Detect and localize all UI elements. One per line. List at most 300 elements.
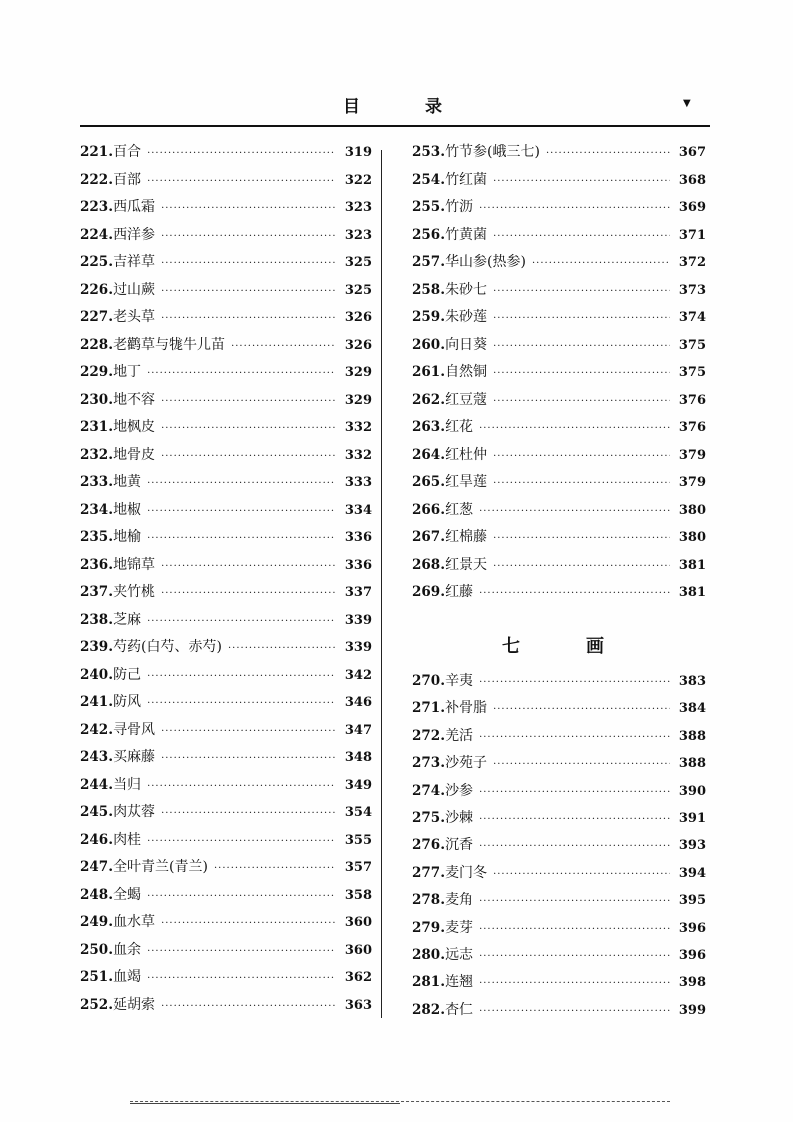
entry-number: 256 (412, 226, 441, 243)
dot-leader (147, 973, 336, 984)
dot-leader (161, 561, 336, 572)
toc-entry (412, 581, 706, 609)
entry-number: 262 (412, 391, 441, 408)
entry-page-number: 329 (344, 392, 372, 408)
entry-number-dot: . (440, 727, 446, 744)
entry-number: 229 (80, 364, 109, 380)
entry-page-number: 376 (678, 420, 706, 435)
entry-page-number: 363 (344, 997, 372, 1013)
entry-number: 271 (412, 700, 441, 717)
entry-number-dot: . (108, 886, 114, 903)
entry-number-dot: . (440, 837, 446, 854)
entry-number-dot: . (108, 446, 114, 463)
toc-entry (412, 862, 706, 889)
entry-number: 249 (80, 914, 109, 930)
entry-title: 百部 (113, 171, 142, 188)
entry-title: 百合 (113, 144, 142, 160)
toc-entry (80, 196, 372, 224)
toc-entry (412, 780, 706, 807)
entry-number: 248 (80, 886, 109, 903)
entry-title: 地骨皮 (113, 446, 156, 463)
entry-title: 血余 (113, 941, 142, 958)
entry-title: 红旱莲 (445, 474, 488, 490)
page-header (80, 92, 710, 122)
entry-page-number: 336 (344, 557, 372, 573)
entry-number-dot: . (108, 364, 114, 380)
entry-title: 地不容 (113, 391, 156, 408)
toc-entry (412, 444, 706, 472)
entry-number-dot: . (440, 446, 446, 463)
entry-number-dot: . (440, 474, 446, 490)
entry-title: 老头草 (113, 309, 156, 325)
dot-leader (147, 368, 336, 379)
entry-number: 222 (80, 171, 109, 188)
entry-page-number: 357 (344, 860, 372, 875)
entry-page-number: 374 (678, 310, 706, 325)
dot-leader (493, 368, 670, 379)
entry-title: 肉桂 (113, 831, 142, 848)
entry-number: 241 (80, 694, 109, 710)
entry-number: 277 (412, 864, 441, 881)
dot-leader (147, 533, 336, 544)
entry-page-number: 332 (344, 420, 372, 435)
dot-leader (493, 286, 670, 297)
entry-number: 257 (412, 254, 441, 270)
toc-entry (412, 670, 706, 697)
toc-entry (80, 636, 372, 664)
entry-number-dot: . (108, 419, 114, 435)
entry-number-dot: . (108, 281, 114, 298)
entry-page-number: 391 (678, 810, 706, 826)
section-heading-left: 七 (502, 636, 520, 657)
toc-entry (412, 834, 706, 861)
toc-entry (412, 917, 706, 944)
entry-number: 272 (412, 727, 441, 744)
entry-page-number: 323 (344, 200, 372, 215)
dot-leader (161, 203, 336, 214)
entry-number-dot: . (108, 391, 114, 408)
dot-leader (479, 732, 670, 743)
entry-page-number: 379 (678, 447, 706, 463)
entry-number: 240 (80, 666, 109, 683)
entry-number-dot: . (108, 474, 114, 490)
toc-right-column (412, 141, 706, 609)
entry-page-number: 388 (678, 756, 706, 772)
entry-title: 过山蕨 (113, 281, 156, 298)
dot-leader (532, 258, 670, 269)
entry-page-number: 375 (678, 337, 706, 353)
entry-page-number: 319 (344, 145, 372, 160)
toc-entry (412, 196, 706, 224)
entry-page-number: 393 (678, 838, 706, 854)
dot-leader (479, 896, 670, 907)
dot-leader (479, 978, 670, 989)
entry-page-number: 381 (678, 585, 706, 600)
entry-number: 275 (412, 809, 441, 826)
footer-rule (130, 1101, 670, 1102)
entry-page-number: 333 (344, 475, 372, 490)
entry-title: 沙棘 (445, 809, 474, 826)
dot-leader (147, 176, 336, 187)
dot-leader (479, 951, 670, 962)
toc-entry (80, 581, 372, 609)
entry-title: 西洋参 (113, 226, 156, 243)
toc-entry (412, 416, 706, 444)
entry-title: 地黄 (113, 474, 142, 490)
dot-leader (493, 396, 670, 407)
toc-entry (412, 169, 706, 197)
dot-leader (479, 203, 670, 214)
toc-entry (412, 499, 706, 527)
toc-entry (412, 306, 706, 334)
header-rule (80, 125, 710, 127)
entry-number-dot: . (108, 501, 114, 518)
entry-page-number: 390 (678, 783, 706, 799)
entry-title: 芍药(白芍、赤芍) (113, 639, 222, 655)
section-heading-right: 画 (586, 636, 604, 657)
toc-entry (412, 526, 706, 554)
entry-page-number: 396 (678, 947, 706, 963)
entry-title: 竹节参(峨三七) (445, 144, 540, 160)
entry-number-dot: . (440, 974, 446, 991)
dot-leader (479, 814, 670, 825)
dot-leader (161, 753, 336, 764)
entry-number: 254 (412, 171, 441, 188)
entry-number-dot: . (440, 782, 446, 799)
entry-page-number: 334 (344, 502, 372, 518)
entry-title: 寻骨风 (113, 721, 156, 738)
entry-number: 246 (80, 831, 109, 848)
entry-page-number: 371 (678, 227, 706, 243)
entry-number-dot: . (108, 226, 114, 243)
entry-number: 267 (412, 529, 441, 545)
entry-page-number: 339 (344, 640, 372, 655)
toc-entry (80, 526, 372, 554)
entry-title: 朱砂莲 (445, 309, 488, 325)
dot-leader (161, 918, 336, 929)
entry-number-dot: . (108, 611, 114, 628)
toc-entry (412, 279, 706, 307)
entry-title: 向日葵 (445, 336, 488, 353)
entry-page-number: 369 (678, 200, 706, 215)
entry-number-dot: . (108, 584, 114, 600)
entry-title: 竹黄菌 (445, 226, 488, 243)
toc-entry (80, 884, 372, 912)
dot-leader (214, 863, 336, 874)
entry-number-dot: . (440, 529, 446, 545)
entry-number-dot: . (440, 336, 446, 353)
entry-number-dot: . (440, 864, 446, 881)
entry-title: 杏仁 (445, 1001, 474, 1018)
entry-number-dot: . (440, 501, 446, 518)
entry-number-dot: . (440, 946, 446, 963)
entry-title: 沉香 (445, 837, 474, 854)
entry-number: 270 (412, 673, 441, 689)
entry-page-number: 346 (344, 695, 372, 710)
dot-leader (493, 533, 670, 544)
dot-leader (493, 478, 670, 489)
dot-leader (493, 704, 670, 715)
entry-title: 沙苑子 (445, 755, 488, 772)
entry-number: 233 (80, 474, 109, 490)
toc-entry (412, 697, 706, 724)
dot-leader (161, 451, 336, 462)
dot-leader (493, 341, 670, 352)
entry-page-number: 326 (344, 310, 372, 325)
dot-leader (161, 231, 336, 242)
toc-entry (80, 664, 372, 692)
entry-number: 259 (412, 309, 441, 325)
entry-title: 红葱 (445, 501, 474, 518)
entry-number: 226 (80, 281, 109, 298)
entry-number-dot: . (440, 254, 446, 270)
entry-page-number: 368 (678, 172, 706, 188)
entry-number: 243 (80, 749, 109, 765)
toc-entry (80, 389, 372, 417)
entry-number-dot: . (108, 336, 114, 353)
entry-page-number: 336 (344, 530, 372, 545)
entry-page-number: 396 (678, 920, 706, 936)
toc-entry (80, 169, 372, 197)
toc-entry (80, 224, 372, 252)
entry-number-dot: . (440, 809, 446, 826)
entry-number: 266 (412, 501, 441, 518)
entry-number: 274 (412, 782, 441, 799)
entry-number-dot: . (440, 281, 446, 298)
entry-number-dot: . (440, 755, 446, 772)
entry-number: 228 (80, 336, 109, 353)
entry-number-dot: . (108, 199, 114, 215)
toc-entry (412, 251, 706, 279)
entry-number: 227 (80, 309, 109, 325)
toc-entry (80, 499, 372, 527)
entry-page-number: 399 (678, 1002, 706, 1018)
toc-entry (80, 609, 372, 637)
entry-title: 补骨脂 (445, 700, 488, 717)
entry-title: 红花 (445, 419, 474, 435)
dot-leader (147, 781, 336, 792)
entry-page-number: 395 (678, 893, 706, 909)
entry-title: 血水草 (113, 914, 156, 930)
dot-leader (161, 1001, 336, 1012)
entry-number-dot: . (108, 666, 114, 683)
entry-page-number: 358 (344, 887, 372, 903)
toc-entry (80, 554, 372, 582)
entry-title: 辛夷 (445, 673, 474, 689)
entry-number-dot: . (108, 694, 114, 710)
entry-title: 地丁 (113, 364, 142, 380)
entry-number: 223 (80, 199, 109, 215)
dot-leader (161, 258, 336, 269)
entry-number: 258 (412, 281, 441, 298)
entry-number-dot: . (108, 941, 114, 958)
entry-number-dot: . (108, 804, 114, 820)
entry-title: 红豆蔻 (445, 391, 488, 408)
toc-entry (80, 691, 372, 719)
dot-leader (147, 836, 336, 847)
entry-page-number: 349 (344, 777, 372, 793)
dot-leader (479, 506, 670, 517)
toc-entry (412, 389, 706, 417)
toc-entry (80, 251, 372, 279)
entry-title: 红藤 (445, 584, 474, 600)
toc-left-column (80, 141, 372, 1021)
entry-page-number: 372 (678, 255, 706, 270)
entry-number: 255 (412, 199, 441, 215)
entry-title: 防己 (113, 666, 142, 683)
entry-page-number: 360 (344, 942, 372, 958)
entry-page-number: 332 (344, 447, 372, 463)
dot-leader (161, 808, 336, 819)
entry-number: 244 (80, 776, 109, 793)
dot-leader (493, 313, 670, 324)
entry-title: 地榆 (113, 529, 142, 545)
entry-title: 红杜仲 (445, 446, 488, 463)
entry-number: 253 (412, 144, 441, 160)
entry-number-dot: . (440, 144, 446, 160)
entry-page-number: 388 (678, 728, 706, 744)
toc-entry (80, 801, 372, 829)
entry-page-number: 383 (678, 674, 706, 689)
entry-number: 232 (80, 446, 109, 463)
dot-leader (479, 588, 670, 599)
entry-number-dot: . (108, 309, 114, 325)
entry-number-dot: . (440, 919, 446, 936)
entry-number-dot: . (440, 391, 446, 408)
entry-page-number: 376 (678, 392, 706, 408)
entry-title: 地椒 (113, 501, 142, 518)
entry-number: 225 (80, 254, 109, 270)
entry-title: 吉祥草 (113, 254, 156, 270)
entry-number: 235 (80, 529, 109, 545)
entry-page-number: 398 (678, 975, 706, 991)
entry-title: 自然铜 (445, 364, 488, 380)
dot-leader (147, 506, 336, 517)
toc-entry (80, 939, 372, 967)
toc-entry (412, 807, 706, 834)
entry-title: 红景天 (445, 556, 488, 573)
entry-page-number: 323 (344, 227, 372, 243)
toc-entry (80, 279, 372, 307)
entry-number-dot: . (108, 556, 114, 573)
entry-number-dot: . (440, 673, 446, 689)
entry-title: 竹沥 (445, 199, 474, 215)
entry-number: 280 (412, 946, 441, 963)
column-divider (381, 150, 382, 1018)
entry-number-dot: . (108, 254, 114, 270)
toc-entry (80, 911, 372, 939)
dot-leader (493, 561, 670, 572)
dot-leader (147, 891, 336, 902)
entry-page-number: 380 (678, 530, 706, 545)
entry-number: 242 (80, 721, 109, 738)
toc-entry (412, 725, 706, 752)
entry-title: 防风 (113, 694, 142, 710)
entry-number-dot: . (108, 144, 114, 160)
entry-number-dot: . (440, 700, 446, 717)
entry-number: 268 (412, 556, 441, 573)
entry-title: 华山参(热参) (445, 254, 526, 270)
toc-entry (80, 829, 372, 857)
entry-page-number: 380 (678, 502, 706, 518)
entry-number-dot: . (108, 996, 114, 1013)
entry-page-number: 373 (678, 282, 706, 298)
toc-entry (80, 471, 372, 499)
entry-number: 278 (412, 892, 441, 909)
toc-right-column-section (412, 670, 706, 1026)
entry-page-number: 381 (678, 557, 706, 573)
entry-title: 血竭 (113, 969, 142, 985)
toc-entry (80, 444, 372, 472)
entry-page-number: 348 (344, 750, 372, 765)
entry-number-dot: . (108, 749, 114, 765)
dot-leader (147, 946, 336, 957)
entry-title: 全蝎 (113, 886, 142, 903)
dot-leader (479, 677, 670, 688)
toc-entry (80, 416, 372, 444)
dot-leader (493, 231, 670, 242)
entry-number: 269 (412, 584, 441, 600)
entry-number: 245 (80, 804, 109, 820)
entry-number: 224 (80, 226, 109, 243)
toc-entry (80, 306, 372, 334)
entry-page-number: 325 (344, 255, 372, 270)
dot-leader (493, 869, 670, 880)
dot-leader (479, 423, 670, 434)
entry-number-dot: . (108, 776, 114, 793)
entry-page-number: 322 (344, 172, 372, 188)
entry-number-dot: . (108, 831, 114, 848)
dot-leader (161, 396, 336, 407)
entry-number-dot: . (440, 419, 446, 435)
entry-title: 远志 (445, 946, 474, 963)
entry-page-number: 326 (344, 337, 372, 353)
entry-number-dot: . (440, 309, 446, 325)
entry-number: 250 (80, 941, 109, 958)
dot-leader (228, 643, 336, 654)
entry-number: 236 (80, 556, 109, 573)
entry-title: 肉苁蓉 (113, 804, 156, 820)
entry-number-dot: . (108, 721, 114, 738)
entry-title: 沙参 (445, 782, 474, 799)
dot-leader (147, 478, 336, 489)
entry-number: 221 (80, 144, 109, 160)
entry-title: 红棉藤 (445, 529, 488, 545)
toc-entry (412, 471, 706, 499)
entry-number: 279 (412, 919, 441, 936)
entry-page-number: 394 (678, 865, 706, 881)
toc-entry (80, 719, 372, 747)
entry-number: 264 (412, 446, 441, 463)
toc-entry (80, 966, 372, 994)
toc-entry (412, 752, 706, 779)
toc-entry (80, 774, 372, 802)
toc-entry (412, 944, 706, 971)
entry-page-number: 379 (678, 475, 706, 490)
entry-number-dot: . (440, 584, 446, 600)
entry-page-number: 384 (678, 701, 706, 717)
entry-number-dot: . (440, 171, 446, 188)
entry-title: 延胡索 (113, 996, 156, 1013)
entry-page-number: 362 (344, 970, 372, 985)
entry-number-dot: . (108, 171, 114, 188)
entry-number: 263 (412, 419, 441, 435)
toc-entry (412, 971, 706, 998)
entry-number-dot: . (440, 556, 446, 573)
footer-rule-solid (130, 1103, 400, 1104)
dot-leader (161, 286, 336, 297)
entry-number: 252 (80, 996, 109, 1013)
